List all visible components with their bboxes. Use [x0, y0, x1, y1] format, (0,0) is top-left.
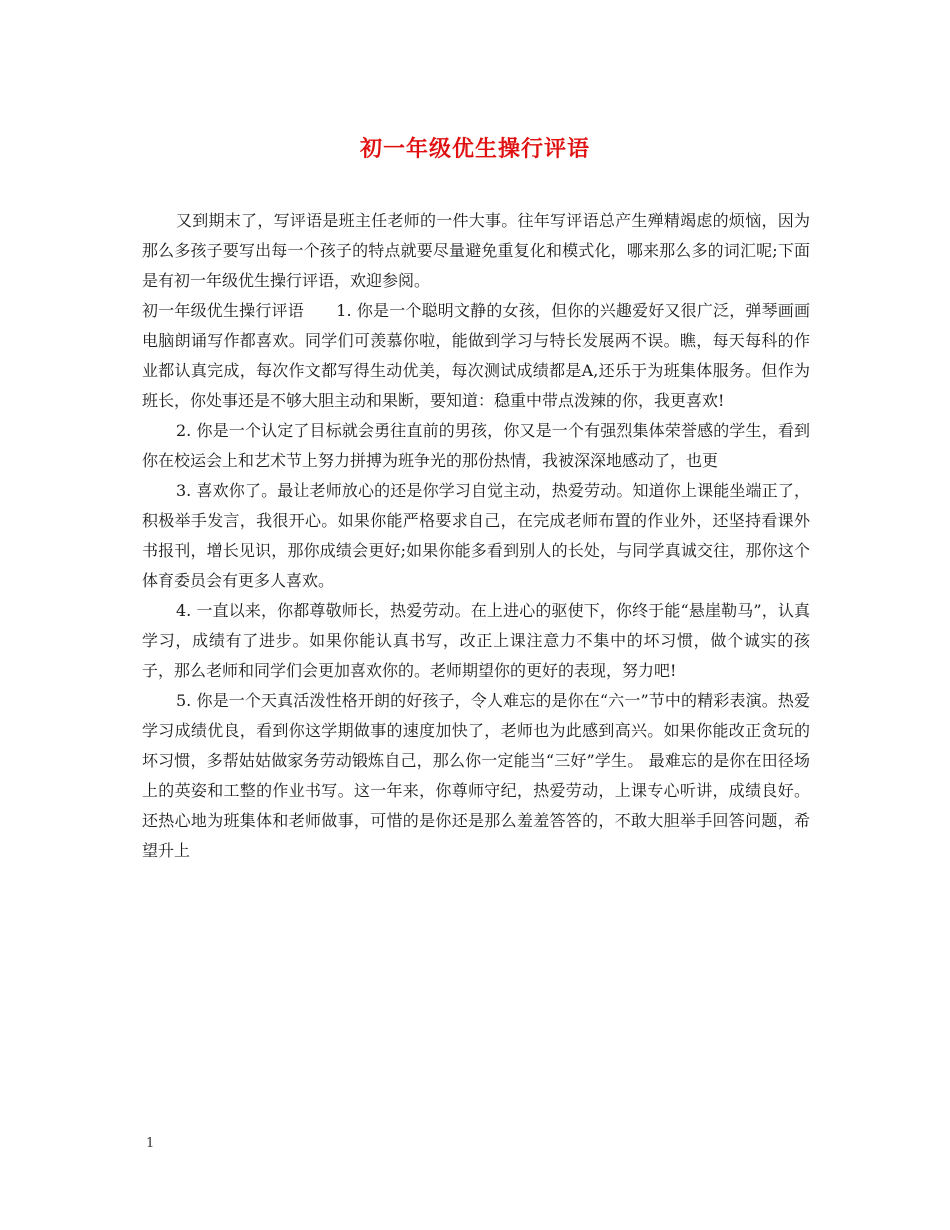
- comment-paragraph-5: 5. 你是一个天真活泼性格开朗的好孩子，令人难忘的是你在“六一”节中的精彩表演。热爱学习成绩优良，看到你这学期做事的速度加快了，老师也为此感到高兴。如果你能改正贪玩的坏习惯，多帮姑姑做家务劳动锻炼自己，那么你一定能当“三好”学生。 最难忘的是你在田径场上的英姿和工整的作业书写。这一年来，你尊师守纪，热爱劳动，上课专心听讲，成绩良好。还热心地为班集体和老师做事，可惜的是你还是那么羞羞答答的，不敢大胆举手回答问题，希望升上: [142, 691, 810, 860]
- comment-paragraph-3: 3. 喜欢你了。最让老师放心的还是你学习自觉主动，热爱劳动。知道你上课能坐端正了，积极举手发言，我很开心。如果你能严格要求自己，在完成老师布置的作业外，还坚持看课外书报刊，增长见识，那你成绩会更好;如果你能多看到别人的长处，与同学真诚交往，那你这个体育委员会有更多人喜欢。: [142, 481, 810, 590]
- document-body: [142, 206, 810, 866]
- intro-paragraph: 又到期末了，写评语是班主任老师的一件大事。往年写评语总产生殚精竭虑的烦恼，因为那么多孩子要写出每一个孩子的特点就要尽量避免重复化和模式化，哪来那么多的词汇呢;下面是有初一年级优生操行评语，欢迎参阅。: [142, 211, 810, 290]
- page-number: 1: [146, 1136, 155, 1151]
- comment-paragraph-2: 2. 你是一个认定了目标就会勇往直前的男孩，你又是一个有强烈集体荣誉感的学生，看到你在校运会上和艺术节上努力拼搏为班争光的那份热情，我被深深地感动了，也更: [142, 421, 810, 470]
- comment-paragraph-4: 4. 一直以来，你都尊敬师长，热爱劳动。在上进心的驱使下，你终于能“悬崖勒马”，认真学习，成绩有了进步。如果你能认真书写，改正上课注意力不集中的坏习惯，做个诚实的孩子，那么老师和同学们会更加喜欢你的。老师期望你的更好的表现，努力吧!: [142, 601, 810, 680]
- comment-paragraph-1: 初一年级优生操行评语 1. 你是一个聪明文静的女孩，但你的兴趣爱好又很广泛，弹琴画画电脑朗诵写作都喜欢。同学们可羡慕你啦，能做到学习与特长发展两不误。瞧，每天每科的作业都认真完成，每次作文都写得生动优美，每次测试成绩都是A,还乐于为班集体服务。但作为班长，你处事还是不够大胆主动和果断，要知道：稳重中带点泼辣的你，我更喜欢!: [142, 301, 810, 410]
- document-title: 初一年级优生操行评语: [359, 136, 590, 162]
